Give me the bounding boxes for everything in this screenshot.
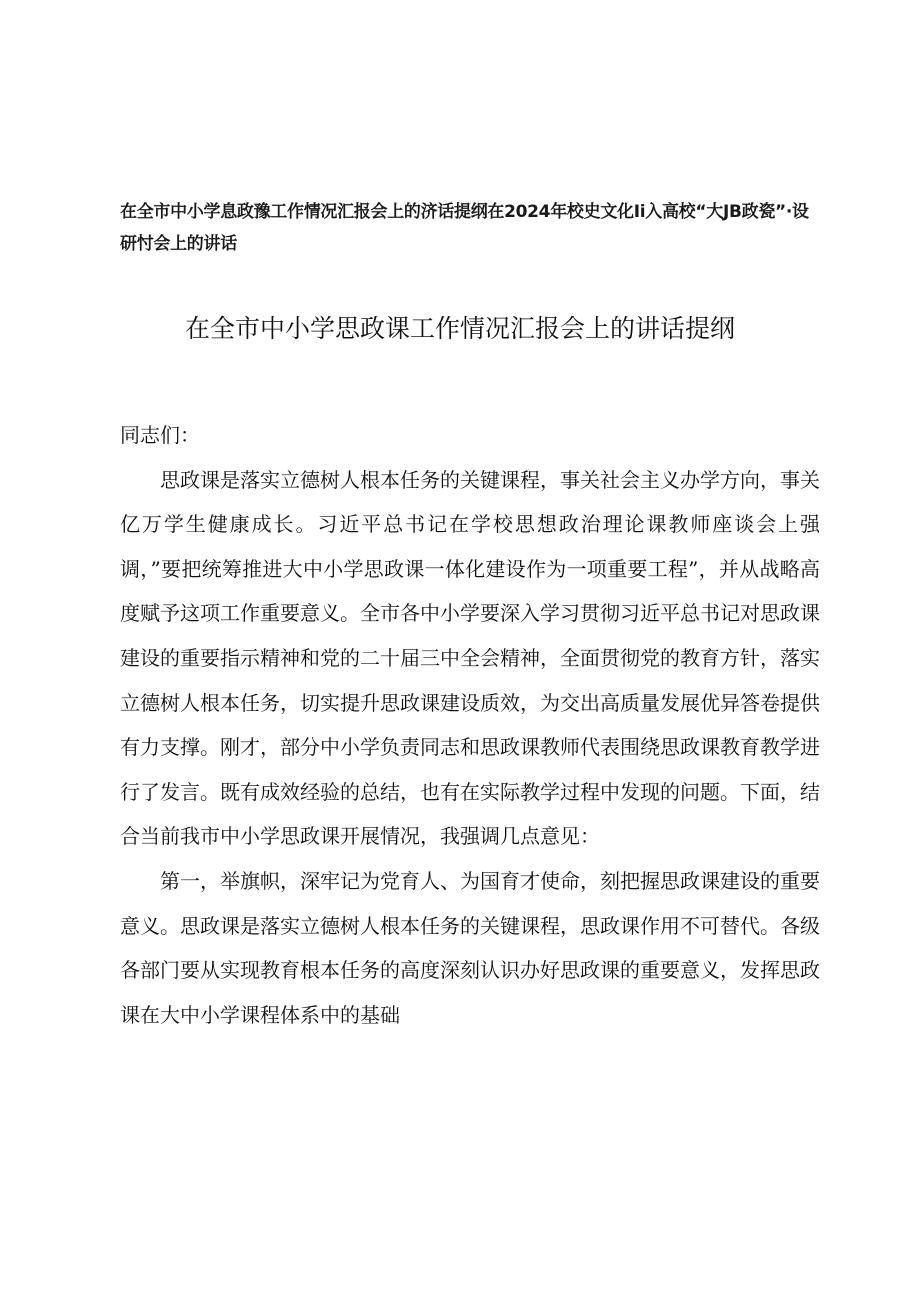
document-body	[120, 413, 820, 1037]
body-paragraph: 思政课是落实立德树人根本任务的关键课程，事关社会主义办学方向，事关亿万学生健康成长。习近平总书记在学校思想政治理论课教师座谈会上强调，”要把统筹推进大中小学思政课一体化建设作为一项重要工程”，并从战略高度赋予这项工作重要意义。全市各中小学要深入学习贯彻习近平总书记对思政课建设的重要指示精神和党的二十届三中全会精神，全面贯彻党的教育方针，落实立德树人根本任务，切实提升思政课建设质效，为交出高质量发展优异答卷提供有力支撑。刚才，部分中小学负责同志和思政课教师代表围绕思政课教育教学进行了发言。既有成效经验的总结，也有在实际教学过程中发现的问题。下面，结合当前我市中小学思政课开展情况，我强调几点意见：	[120, 467, 820, 849]
body-paragraph: 第一，举旗帜，深牢记为党育人、为国育才使命，刻把握思政课建设的重要意义。思政课是落实立德树人根本任务的关键课程，思政课作用不可替代。各级各部门要从实现教育根本任务的高度深刻认识办好思政课的重要意义，发挥思政课在大中小学课程体系中的基础	[120, 868, 820, 1027]
salutation: 同志们：	[120, 423, 200, 447]
document-header: 在全市中小学息政豫工作情况汇报会上的济话提纲在2024年校史文化Ii入高校“大JB政瓷”·设研忖会上的讲话	[120, 202, 809, 254]
document-title: 在全市中小学思政课工作情况汇报会上的讲话提纲	[184, 314, 735, 343]
